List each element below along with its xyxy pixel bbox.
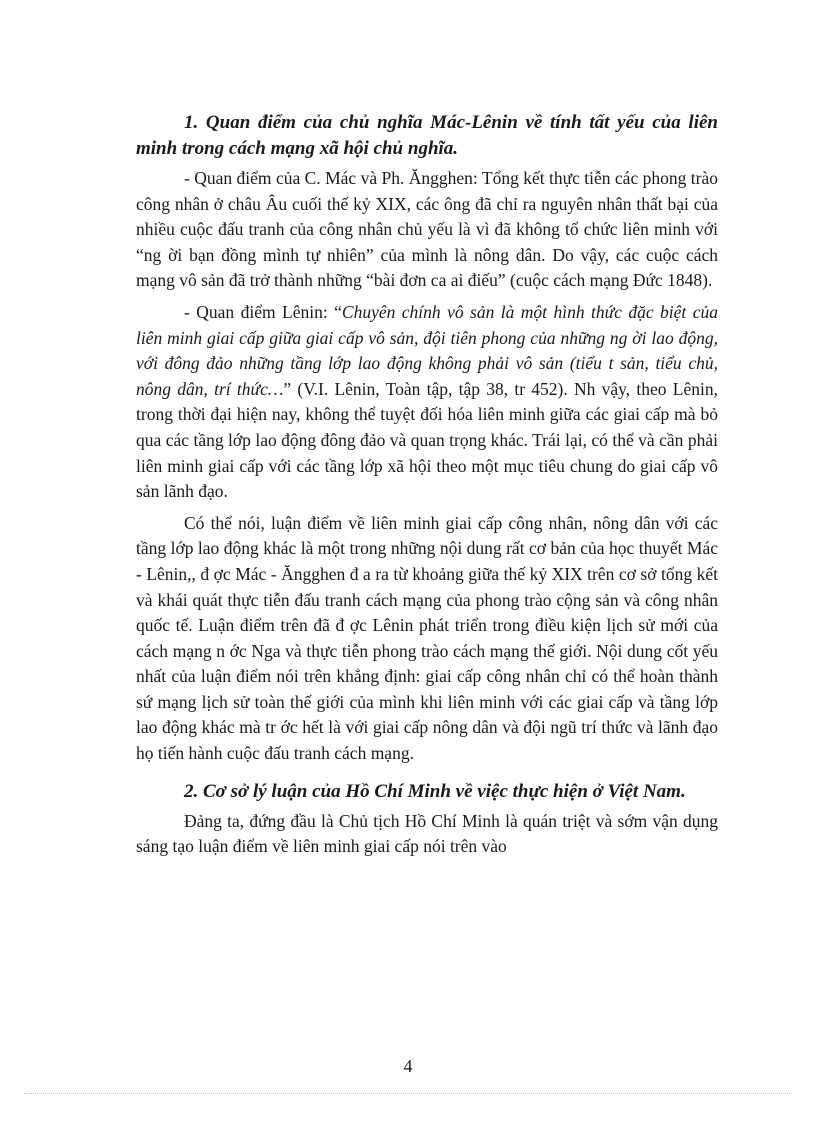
document-page xyxy=(136,110,718,866)
section-2-heading: 2. Cơ sở lý luận của Hồ Chí Minh về việc thực hiện ở Việt Nam. xyxy=(184,780,686,802)
paragraph-alliance-thesis: Có thể nói, luận điểm về liên minh giai cấp công nhân, nông dân với các tầng lớp lao động khác là một trong những nội dung rất cơ bản của học thuyết Mác - Lênin,, đ ợc Mác - Ăngghen đ a ra từ khoảng giữa thế kỷ XIX trên cơ sở tổng kết và khái quát thực tiễn đấu tranh cách mạng của phong trào cộng sản và công nhân quốc tế. Luận điểm trên đã đ ợc Lênin phát triển trong điều kiện lịch sử mới của cách mạng n ớc Nga và thực tiễn phong trào cách mạng thế giới. Nội dung cốt yếu nhất của luận điểm nói trên khẳng định: giai cấp công nhân chỉ có thể hoàn thành sứ mạng lịch sử toàn thế giới của mình khi liên minh với các giai cấp và tầng lớp lao động khác mà tr ớc hết là với giai cấp nông dân và đội ngũ trí thức và lãnh đạo họ tiến hành cuộc đấu tranh cách mạng. xyxy=(136,512,718,764)
page-number: 4 xyxy=(403,1056,413,1076)
footer-divider xyxy=(24,1093,792,1094)
lenin-tail-text: ” (V.I. Lênin, Toàn tập, tập 38, tr 452). Nh vậy, theo Lênin, trong thời đại hiện nay, không thể tuyệt đối hóa liên minh giữa các giai cấp mà bỏ qua các tầng lớp lao động đông đảo và quan trọng khác. Trái lại, có thể và cần phải liên minh giai cấp với các tầng lớp xã hội theo một mục tiêu chung do giai cấp vô sản lãnh đạo. xyxy=(136,378,718,502)
paragraph-marx-engels: - Quan điểm của C. Mác và Ph. Ăngghen: Tổng kết thực tiễn các phong trào công nhân ở châu Âu cuối thế kỷ XIX, các ông đã chỉ ra nguyên nhân thất bại của nhiều cuộc đấu tranh của công nhân chủ yếu là vì đã không tổ chức liên minh với “ng ời bạn đồng mình tự nhiên” của mình là nông dân. Do vậy, các cuộc cách mạng vô sản đã trở thành những “bài đơn ca ai điếu” (cuộc cách mạng Đức 1848). xyxy=(136,168,718,291)
section-1-heading: 1. Quan điểm của chủ nghĩa Mác-Lênin về tính tất yếu của liên minh trong cách mạng xã hội chủ nghĩa. xyxy=(136,112,718,159)
paragraph-lenin xyxy=(136,300,718,505)
lenin-lead-text: - Quan điểm Lênin: “ xyxy=(184,301,342,322)
lenin-quote: Chuyên chính vô sản là một hình thức đặc biệt của liên minh giai cấp giữa giai cấp vô sản, đội tiên phong của những ng ời lao động, với đông đảo những tầng lớp lao động không phải vô sản (tiểu t sản, tiểu chủ, nông dân, trí thức… xyxy=(136,301,718,399)
paragraph-party: Đảng ta, đứng đầu là Chủ tịch Hồ Chí Minh là quán triệt và sớm vận dụng sáng tạo luận điểm về liên minh giai cấp nói trên vào xyxy=(136,810,718,857)
